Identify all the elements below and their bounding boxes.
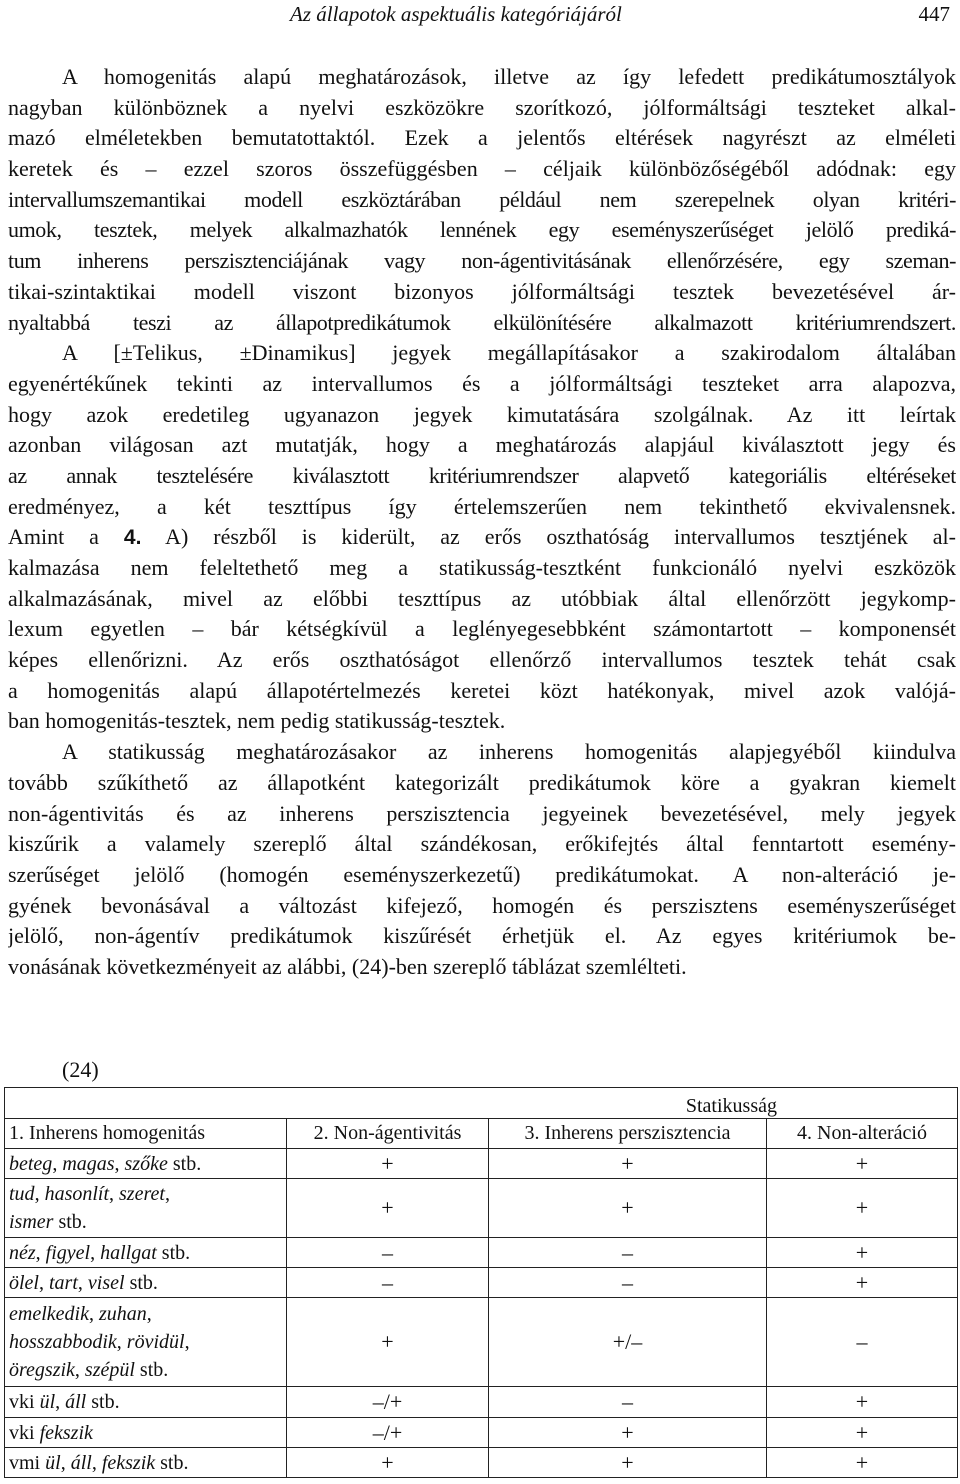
predicate-segment: ,: [164, 1183, 170, 1205]
criterion-value-cell: –: [489, 1268, 767, 1298]
predicate-segment: áll: [65, 1391, 87, 1413]
text-line: tovább szűkíthető az állapotként kategorizált predikátumok köre a gyakran kiemelt: [8, 769, 956, 795]
text-line: umok, tesztek, melyek alkalmazhatók lennének egy eseményszerűséget jelölő prediká-: [8, 217, 956, 243]
predicate-segment: ölel: [9, 1271, 39, 1294]
table-row: [5, 1149, 958, 1179]
text-line: A homogenitás alapú meghatározások, illetve az így lefedett predikátumosztályok: [62, 64, 956, 89]
predicate-segment: ,: [74, 1359, 85, 1381]
predicate-segment: néz: [9, 1241, 36, 1264]
criterion-value-cell: +: [287, 1179, 489, 1238]
text-line: jelölő, non-ágentív predikátumok kiszűrését érhetjük el. Az egyes kritériumok be-: [8, 923, 956, 949]
table-span-header: Statikusság: [5, 1088, 958, 1119]
table-row: [5, 1418, 958, 1448]
text-line: eredményez, a két teszttípus így értelemszerűen nem tekinthető ekvivalensnek.: [8, 493, 956, 519]
criterion-value-cell: +: [767, 1179, 958, 1238]
criterion-value-cell: +: [287, 1149, 489, 1179]
criterion-value-cell: –: [489, 1387, 767, 1418]
running-title: Az állapotok aspektuális kategóriájáról: [290, 2, 622, 26]
predicate-segment: vki: [9, 1421, 40, 1444]
predicate-segment: vki: [9, 1391, 40, 1413]
predicate-segment: tud: [9, 1183, 35, 1205]
predicate-segment: ,: [109, 1183, 120, 1205]
criterion-value-cell: +: [767, 1448, 958, 1478]
predicate-segment: stb.: [86, 1391, 120, 1413]
predicate-segment: hasonlít: [44, 1183, 110, 1205]
table-row: [5, 1268, 958, 1298]
text-line: kiszűrik a valamely szereplő által szándékosan, erőkifejtés által fenntartott esemény-: [8, 831, 956, 857]
criterion-value-cell: +: [489, 1179, 767, 1238]
table-row: [5, 1448, 958, 1478]
text-line: képes ellenőrizni. Az erős oszthatóságot ellenőrző intervallumos tesztek tehát csak: [8, 647, 956, 673]
text-line: alkalmazásának, mivel az előbbi teszttípus az utóbbiak által ellenőrzött jegykomp-: [8, 585, 956, 611]
example-number: (24): [62, 1057, 99, 1082]
criterion-value-cell: –: [287, 1238, 489, 1268]
text-line: kalmazása nem feleltethető meg a statikusság-tesztként funkcionáló nyelvi eszközök: [8, 555, 956, 580]
criterion-value-cell: +: [767, 1238, 958, 1268]
text-line: [8, 522, 956, 553]
predicate-segment: stb.: [155, 1451, 189, 1474]
predicate-segment: szeret: [119, 1183, 165, 1205]
criterion-value-cell: –/+: [287, 1387, 489, 1418]
predicate-cell: [5, 1298, 287, 1387]
text-line: lexum egyetlen – bár kétségkívül a leglényegesebbként számontartott – komponensét: [8, 616, 956, 642]
predicate-segment: ,: [34, 1183, 45, 1205]
predicate-cell: [5, 1448, 287, 1478]
predicate-segment: ,: [55, 1391, 66, 1413]
criterion-value-cell: +: [287, 1448, 489, 1478]
criterion-value-cell: +: [489, 1418, 767, 1448]
predicate-segment: stb.: [134, 1359, 169, 1381]
predicate-segment: stb.: [53, 1211, 87, 1233]
column-header: 1. Inherens homogenitás: [5, 1119, 287, 1149]
text-line: mazó elméletekben bemutatottaktól. Ezek a jelentős eltérések nagyrészt az elméleti: [8, 125, 956, 151]
predicate-segment: ,: [146, 1303, 152, 1325]
text-line: nagyban különböznek a nyelvi eszközökre szorítkozó, jólformáltsági teszteket alkal-: [8, 94, 956, 120]
text-line: A statikusság meghatározásakor az inherens homogenitás alapjegyéből kiindulva: [62, 739, 956, 765]
text-line: az annak tesztelésére kiválasztott kritériumrendszer alapvető kategoriális eltéréseket: [8, 462, 956, 488]
criterion-value-cell: +: [489, 1448, 767, 1478]
text-line: non-ágentivitás és az inherens perszisztencia jegyeinek bevezetésével, mely jegyek: [8, 800, 956, 826]
criterion-value-cell: +: [287, 1298, 489, 1387]
predicate-segment: ,: [77, 1271, 88, 1294]
text-line: a homogenitás alapú állapotértelmezés keretei közt hatékonyak, mivel azok valójá-: [8, 677, 956, 703]
text-line: nyaltabbá teszi az állapotpredikátumok elkülönítésére alkalmazott kritériumrendszert.: [8, 309, 956, 335]
text-line: hogy azok eredetileg ugyanazon jegyek kimutatására szolgálnak. Az itt leírtak: [8, 401, 956, 427]
predicate-cell: [5, 1418, 287, 1448]
text-line: vonásának következményeit az alábbi, (24)-ben szereplő táblázat szemlélteti.: [8, 953, 687, 979]
predicate-segment: rövidül: [126, 1331, 185, 1353]
criterion-value-cell: +: [767, 1149, 958, 1179]
text-line: azonban világosan azt mutatják, hogy a meghatározás alapjául kiválasztott jegy és: [8, 432, 956, 458]
predicate-segment: emelkedik: [9, 1303, 89, 1325]
text-run: Amint a: [8, 524, 124, 550]
predicate-segment: fekszik: [39, 1421, 93, 1444]
predicate-segment: ,: [114, 1152, 125, 1175]
section-reference: 4.: [123, 526, 142, 550]
table-row: [5, 1179, 958, 1238]
predicate-cell: [5, 1268, 287, 1298]
predicate-segment: szőke: [124, 1152, 168, 1175]
predicate-segment: beteg: [9, 1152, 53, 1175]
criterion-value-cell: –: [767, 1298, 958, 1387]
predicate-segment: magas: [62, 1152, 115, 1175]
predicate-segment: áll: [70, 1451, 92, 1474]
predicate-segment: ,: [60, 1451, 71, 1474]
text-line: A [±Telikus, ±Dinamikus] jegyek megállapításakor a szakirodalom általában: [62, 340, 956, 366]
predicate-segment: zuhan: [98, 1303, 147, 1325]
text-line: tum inherens perszisztenciájának vagy non-ágentivitásának ellenőrzésére, egy szeman-: [8, 248, 956, 274]
text-line: egyenértékűnek tekinti az intervallumos és a jólformáltsági teszteket arra alapozva,: [8, 370, 956, 396]
predicate-segment: ,: [88, 1303, 99, 1325]
predicate-segment: ,: [35, 1241, 46, 1264]
text-run: A) részből is kiderült, az erős oszthatóság intervallumos tesztjének al-: [141, 524, 956, 550]
predicate-segment: stb.: [156, 1241, 191, 1264]
predicate-segment: ül: [39, 1391, 56, 1413]
predicate-segment: ,: [39, 1271, 49, 1294]
predicate-segment: öregszik: [9, 1359, 75, 1381]
predicate-segment: visel: [87, 1271, 125, 1294]
criterion-value-cell: –/+: [287, 1418, 489, 1448]
predicate-segment: ,: [52, 1152, 63, 1175]
predicate-segment: stb.: [124, 1271, 158, 1294]
text-line: tikai-szintaktikai modell viszont bizonyos jólformáltsági tesztek bevezetésével ár-: [8, 278, 956, 304]
text-line: ban homogenitás-tesztek, nem pedig statikusság-tesztek.: [8, 708, 506, 734]
text-line: gyének bevonásával a változást kifejező, homogén és perszisztens eseményszerűséget: [8, 892, 956, 918]
column-header: 2. Non-ágentivitás: [287, 1119, 489, 1149]
predicate-segment: ül: [45, 1451, 61, 1474]
page-number: 447: [918, 2, 950, 26]
table-row: [5, 1298, 958, 1387]
predicate-segment: ,: [184, 1331, 190, 1353]
predicate-segment: ,: [91, 1451, 102, 1474]
predicate-segment: tart: [49, 1271, 78, 1294]
column-header: 3. Inherens perszisztencia: [489, 1119, 767, 1149]
predicate-segment: hosszabbodik: [9, 1331, 117, 1353]
text-line: szerűséget jelölő (homogén eseményszerkezetű) predikátumokat. A non-alteráció je-: [8, 861, 956, 887]
criterion-value-cell: +: [767, 1418, 958, 1448]
criterion-value-cell: –: [287, 1268, 489, 1298]
predicate-segment: vmi: [9, 1451, 46, 1474]
predicate-segment: stb.: [167, 1152, 202, 1175]
table-header-row: [5, 1119, 958, 1149]
criterion-value-cell: +: [767, 1268, 958, 1298]
predicate-segment: figyel: [45, 1241, 91, 1264]
predicate-segment: fekszik: [101, 1451, 156, 1474]
criterion-value-cell: –: [489, 1238, 767, 1268]
table-row: [5, 1238, 958, 1268]
predicate-segment: szépül: [84, 1359, 135, 1381]
predicate-cell: [5, 1179, 287, 1238]
predicate-segment: hallgat: [100, 1241, 157, 1264]
text-line: keretek és – ezzel szoros összefüggésben – céljaik különbözőségéből adódnak: egy: [8, 156, 956, 182]
table-body: [5, 1149, 958, 1478]
criterion-value-cell: +/–: [489, 1298, 767, 1387]
predicate-segment: ismer: [9, 1211, 54, 1233]
column-header: 4. Non-alteráció: [767, 1119, 958, 1149]
statikussag-table: [4, 1087, 958, 1478]
criterion-value-cell: +: [489, 1149, 767, 1179]
predicate-segment: ,: [116, 1331, 127, 1353]
predicate-cell: [5, 1149, 287, 1179]
text-line: intervallumszemantikai modell eszköztárában például nem szerepelnek olyan kritéri-: [8, 186, 956, 212]
body-text: [8, 62, 956, 983]
criterion-value-cell: +: [767, 1387, 958, 1418]
predicate-segment: ,: [90, 1241, 101, 1264]
running-header: [0, 2, 960, 30]
predicate-cell: [5, 1238, 287, 1268]
predicate-cell: [5, 1387, 287, 1418]
table-row: [5, 1387, 958, 1418]
